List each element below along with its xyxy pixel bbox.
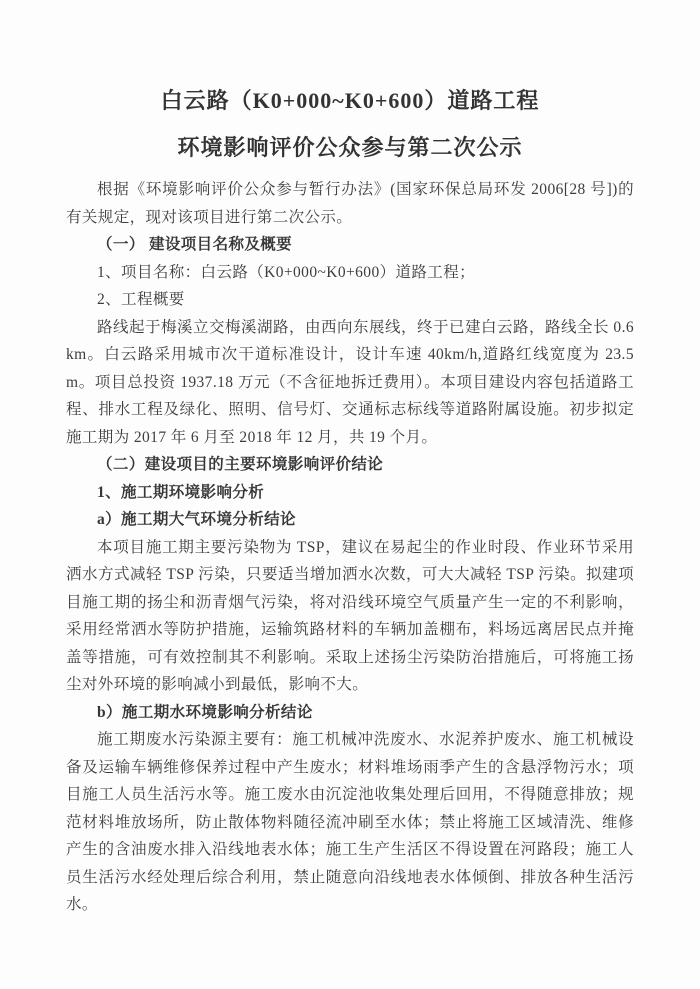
document-title-line1: 白云路（K0+000~K0+600）道路工程 xyxy=(160,88,540,113)
document-heading: （二）建设项目的主要环境影响评价结论 xyxy=(97,456,384,473)
document-heading: 1、施工期环境影响分析 xyxy=(97,483,265,501)
document-paragraph: 本项目施工期主要污染物为 TSP，建议在易起尘的作业时段、作业环节采用洒水方式减轻 TSP 污染，只要适当增加洒水次数，可大大减轻 TSP 污染。拟建项目施工期的扬尘和沥青烟气污染，将对沿线环境空气质量产生一定的不利影响，采用经常洒水等防护措施，运输筑路材料的车辆加盖棚布，料场远离居民点并掩盖等措施，可有效控制其不利影响。采取上述扬尘污染防治措施后，可将施工扬尘对外环境的影响减小到最低，影响不大。 xyxy=(66,538,634,693)
document-paragraph: 施工期废水污染源主要有：施工机械冲洗废水、水泥养护废水、施工机械设备及运输车辆维修保养过程中产生废水；材料堆场雨季产生的含悬浮物污水；项目施工人员生活污水等。施工废水由沉淀池收集处理后回用，不得随意排放；规范材料堆放场所，防止散体物料随径流冲刷至水体；禁止将施工区域清洗、维修产生的含油废水排入沿线地表水体；施工生产生活区不得设置在河路段；施工人员生活污水经处理后综合利用，禁止随意向沿线地表水体倾倒、排放各种生活污水。 xyxy=(66,731,634,913)
document-heading: a）施工期大气环境分析结论 xyxy=(97,511,296,528)
document-list-item: 2、工程概要 xyxy=(97,291,185,308)
document-heading: b）施工期水环境影响分析结论 xyxy=(97,703,313,721)
document-paragraph: 根据《环境影响评价公众参与暂行办法》(国家环保总局环发 2006[28 号])的有关规定，现对该项目进行第二次公示。 xyxy=(66,181,634,226)
document-paragraph: 路线起于梅溪立交梅溪湖路，由西向东展线，终于已建白云路，路线全长 0.6km。白云路采用城市次干道标准设计，设计车速 40km/h,道路红线宽度为 23.5m。项目总投资 1937.18 万元（不含征地拆迁费用）。本项目建设内容包括道路工程、排水工程及绿化、照明、信号灯、交通标志标线等道路附属设施。初步拟定施工期为 2017 年 6 月至 2018 年 12 月，共 19 个月。 xyxy=(66,318,634,446)
document-heading: （一） 建设项目名称及概要 xyxy=(97,236,293,253)
document-list-item: 1、项目名称：白云路（K0+000~K0+600）道路工程； xyxy=(97,263,476,281)
document-title-line2: 环境影响评价公众参与第二次公示 xyxy=(177,135,523,160)
document-body xyxy=(66,176,634,919)
